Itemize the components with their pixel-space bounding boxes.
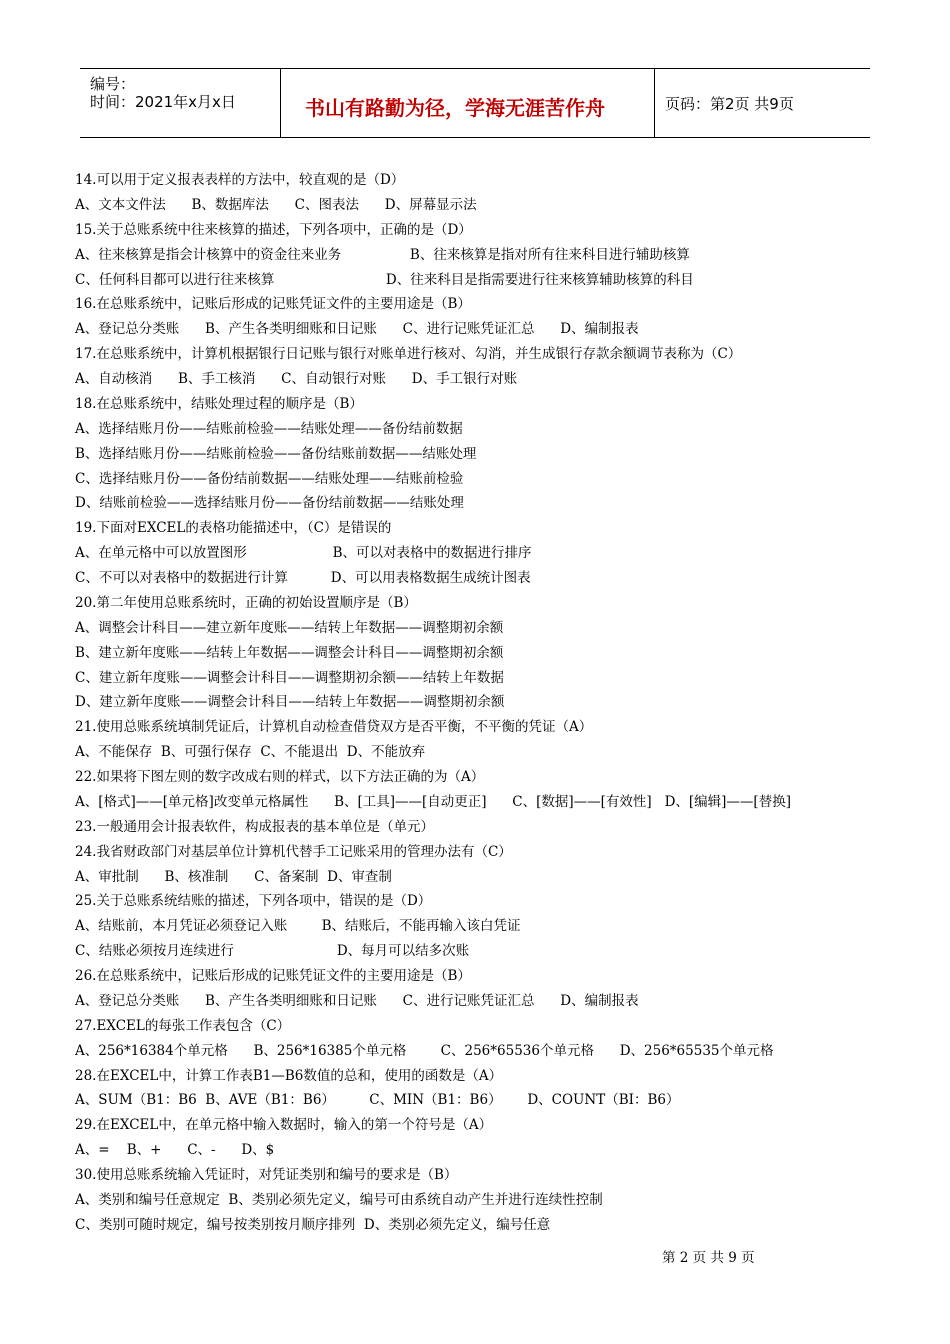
answer-options: C、不可以对表格中的数据进行计算 D、可以用表格数据生成统计图表 [75,570,531,586]
answer-options: A、审批制 B、核准制 C、备案制 D、审查制 [75,868,392,885]
question-text: 27.EXCEL的每张工作表包含（C） [75,1017,291,1034]
header-page-cell [655,69,870,137]
question-text: 20.第二年使用总账系统时，正确的初始设置顺序是（B） [75,594,417,611]
answer-options: A、登记总分类账 B、产生各类明细账和日记账 C、进行记账凭证汇总 D、编制报表 [75,321,639,338]
answer-options: D、建立新年度账——调整会计科目——结转上年数据——调整期初余额 [75,694,505,711]
question-text: 14.可以用于定义报表表样的方法中，较直观的是（D） [75,172,405,188]
answer-options: A、往来核算是指会计核算中的资金往来业务 B、往来核算是指对所有往来科目进行辅助核算 [75,246,690,263]
question-text: 28.在EXCEL中，计算工作表B1—B6数值的总和，使用的函数是（A） [75,1067,503,1084]
document-date: 时间：2021年x月x日 [90,93,236,111]
answer-options: A、类别和编号任意规定 B、类别必须先定义，编号可由系统自动产生并进行连续性控制 [75,1191,603,1208]
answer-options: A、256*16384个单元格 B、256*16385个单元格 C、256*65536个单元格 D、256*65535个单元格 [75,1042,774,1059]
answer-options: A、文本文件法 B、数据库法 C、图表法 D、屏幕显示法 [75,196,477,213]
answer-options: C、结账必须按月连续进行 D、每月可以结多次账 [75,943,470,960]
header-meta-cell [80,69,281,137]
answer-options: A、调整会计科目——建立新年度账——结转上年数据——调整期初余额 [75,619,504,636]
page-footer: 第 2 页 共 9 页 [662,1250,755,1266]
document-number-label: 编号： [90,75,136,93]
question-text: 21.使用总账系统填制凭证后，计算机自动检查借贷双方是否平衡，不平衡的凭证（A） [75,719,593,736]
answer-options: C、类别可随时规定，编号按类别按月顺序排列 D、类别必须先定义，编号任意 [75,1216,551,1233]
page-header [80,68,870,138]
answer-options: C、选择结账月份——备份结前数据——结账处理——结账前检验 [75,470,464,487]
question-list [75,168,875,1238]
answer-options: B、建立新年度账——结转上年数据——调整会计科目——调整期初余额 [75,644,504,661]
answer-options: A、结账前，本月凭证必须登记入账 B、结账后，不能再输入该白凭证 [75,918,521,935]
header-page-info: 页码：第2页 共9页 [665,95,794,113]
question-text: 15.关于总账系统中往来核算的描述，下列各项中，正确的是（D） [75,221,472,238]
question-text: 25.关于总账系统结账的描述，下列各项中，错误的是（D） [75,893,432,910]
answer-options: B、选择结账月份——结账前检验——备份结账前数据——结账处理 [75,445,477,462]
answer-options: C、任何科目都可以进行往来核算 D、往来科目是指需要进行往来核算辅助核算的科目 [75,271,694,288]
question-text: 29.在EXCEL中，在单元格中输入数据时，输入的第一个符号是（A） [75,1117,493,1134]
answer-options: A、登记总分类账 B、产生各类明细账和日记账 C、进行记账凭证汇总 D、编制报表 [75,992,639,1009]
header-motto: 书山有路勤为径，学海无涯苦作舟 [305,96,605,120]
header-motto-cell [281,69,655,137]
answer-options: C、建立新年度账——调整会计科目——调整期初余额——结转上年数据 [75,669,504,686]
question-text: 17.在总账系统中，计算机根据银行日记账与银行对账单进行核对、勾消，并生成银行存款余额调节表称为（C） [75,346,742,363]
question-text: 16.在总账系统中，记账后形成的记账凭证文件的主要用途是（B） [75,296,471,313]
answer-options: A、选择结账月份——结账前检验——结账处理——备份结前数据 [75,420,463,437]
answer-options: A、= B、+ C、- D、$ [75,1142,275,1159]
answer-options: D、结账前检验——选择结账月份——备份结前数据——结账处理 [75,495,464,512]
question-text: 23.一般通用会计报表软件，构成报表的基本单位是（单元） [75,818,434,835]
answer-options: A、自动核消 B、手工核消 C、自动银行对账 D、手工银行对账 [75,371,518,387]
answer-options: A、在单元格中可以放置图形 B、可以对表格中的数据进行排序 [75,545,532,562]
question-text: 24.我省财政部门对基层单位计算机代替手工记账采用的管理办法有（C） [75,843,512,860]
answer-options: A、不能保存 B、可强行保存 C、不能退出 D、不能放弃 [75,744,426,761]
answer-options: A、SUM（B1：B6 B、AVE（B1：B6） C、MIN（B1：B6） D、COUNT（BI：B6） [75,1092,680,1109]
question-text: 18.在总账系统中，结账处理过程的顺序是（B） [75,395,363,412]
question-text: 22.如果将下图左则的数字改成右则的样式，以下方法正确的为（A） [75,769,485,785]
question-text: 19.下面对EXCEL的表格功能描述中，（C）是错误的 [75,520,392,537]
question-text: 26.在总账系统中，记账后形成的记账凭证文件的主要用途是（B） [75,968,471,984]
question-text: 30.使用总账系统输入凭证时，对凭证类别和编号的要求是（B） [75,1167,458,1183]
answer-options: A、[格式]——[单元格]改变单元格属性 B、[工具]——[自动更正] C、[数据]——[有效性] D、[编辑]——[替换] [75,793,791,810]
